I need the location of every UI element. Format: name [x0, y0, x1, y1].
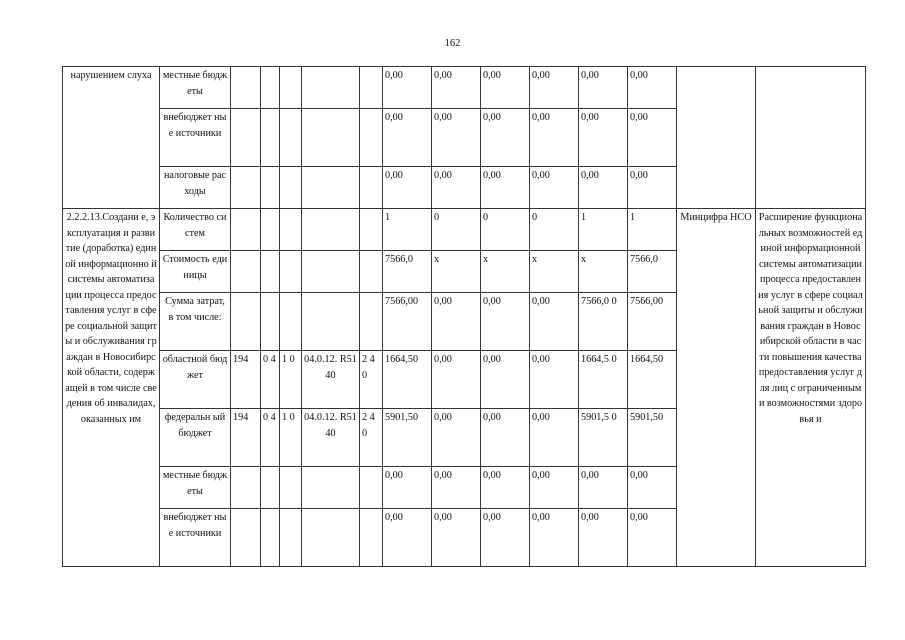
funding-source-cell: местные бюджеты [160, 467, 231, 509]
value-cell: 0,00 [383, 509, 432, 567]
funding-source-cell: местные бюджеты [160, 67, 231, 109]
expense-type-code-cell [360, 293, 383, 351]
table-row [63, 209, 866, 251]
value-cell: 0,00 [628, 109, 677, 167]
section-code-cell [261, 251, 280, 293]
subsection-code-cell [280, 293, 302, 351]
grbs-code-cell: 194 [231, 409, 261, 467]
subsection-code-cell [280, 209, 302, 251]
value-cell: 0 [481, 209, 530, 251]
value-cell: 1664,50 [628, 351, 677, 409]
value-cell: 0 [432, 209, 481, 251]
expense-type-code-cell [360, 209, 383, 251]
section-code-cell [261, 209, 280, 251]
value-cell: 5901,50 [628, 409, 677, 467]
value-cell: 0,00 [432, 409, 481, 467]
value-cell: 1 [383, 209, 432, 251]
page-number: 162 [444, 38, 461, 49]
value-cell: 7566,00 [628, 293, 677, 351]
target-article-code-cell [302, 467, 360, 509]
value-cell: 0,00 [530, 351, 579, 409]
value-cell: х [481, 251, 530, 293]
value-cell: 0,00 [383, 467, 432, 509]
section-code-cell [261, 109, 280, 167]
value-cell: 0,00 [530, 467, 579, 509]
expense-type-code-cell [360, 509, 383, 567]
value-cell: х [432, 251, 481, 293]
value-cell: 0,00 [579, 467, 628, 509]
subsection-code-cell [280, 167, 302, 209]
target-article-code-cell [302, 293, 360, 351]
value-cell: 0,00 [579, 167, 628, 209]
event-name-cell: 2.2.2.13.Создани е, эксплуатация и развитие (доработка) единой информационно й системы автоматизации процесса предоставления услуг в сфере социальной защиты и обслуживания граждан в Новосибирской области, содержащей в том числе сведения об инвалидах, оказанных им [63, 209, 160, 567]
value-cell: 0,00 [383, 167, 432, 209]
value-cell: 0,00 [481, 467, 530, 509]
value-cell: 0,00 [383, 109, 432, 167]
target-article-code-cell [302, 209, 360, 251]
value-cell: 0,00 [383, 67, 432, 109]
expense-type-code-cell [360, 167, 383, 209]
grbs-code-cell [231, 467, 261, 509]
grbs-code-cell: 194 [231, 351, 261, 409]
grbs-code-cell [231, 251, 261, 293]
subsection-code-cell [280, 509, 302, 567]
value-cell: 0,00 [530, 293, 579, 351]
value-cell: 7566,0 [383, 251, 432, 293]
target-article-code-cell [302, 109, 360, 167]
expected-result-cell [756, 67, 866, 209]
grbs-code-cell [231, 109, 261, 167]
value-cell: 7566,00 [383, 293, 432, 351]
value-cell: 0,00 [579, 509, 628, 567]
subsection-code-cell [280, 467, 302, 509]
value-cell: 0,00 [628, 467, 677, 509]
value-cell: 0,00 [432, 509, 481, 567]
value-cell: 1 [579, 209, 628, 251]
section-code-cell: 0 4 [261, 351, 280, 409]
subsection-code-cell [280, 251, 302, 293]
grbs-code-cell [231, 209, 261, 251]
section-code-cell [261, 67, 280, 109]
value-cell: 7566,0 0 [579, 293, 628, 351]
value-cell: 0,00 [481, 109, 530, 167]
value-cell: 7566,0 [628, 251, 677, 293]
target-article-code-cell [302, 167, 360, 209]
value-cell: 0,00 [432, 67, 481, 109]
value-cell: 0,00 [481, 409, 530, 467]
value-cell: 0,00 [481, 67, 530, 109]
value-cell: 0 [530, 209, 579, 251]
value-cell: 0,00 [530, 509, 579, 567]
section-code-cell [261, 167, 280, 209]
value-cell: 0,00 [628, 167, 677, 209]
grbs-code-cell [231, 67, 261, 109]
expected-result-cell: Расширение функциональных возможностей единой информационной системы автоматизации процесса предоставления услуг в сфере социальной защиты и обслуживания граждан в Новосибирской области в части повышения качества предоставления услуг для лиц с ограниченными возможностями здоровья и [756, 209, 866, 567]
section-code-cell: 0 4 [261, 409, 280, 467]
value-cell: 0,00 [530, 109, 579, 167]
value-cell: 0,00 [530, 167, 579, 209]
target-article-code-cell: 04.0.12. R5140 [302, 409, 360, 467]
grbs-code-cell [231, 167, 261, 209]
expense-type-code-cell [360, 67, 383, 109]
funding-source-cell: внебюджет ные источники [160, 509, 231, 567]
funding-source-cell: Сумма затрат, в том числе: [160, 293, 231, 351]
value-cell: 0,00 [432, 467, 481, 509]
funding-source-cell: внебюджет ные источники [160, 109, 231, 167]
expense-type-code-cell: 2 4 0 [360, 351, 383, 409]
expense-type-code-cell [360, 467, 383, 509]
subsection-code-cell [280, 67, 302, 109]
table-row [63, 67, 866, 109]
value-cell: 0,00 [432, 167, 481, 209]
subsection-code-cell: 1 0 [280, 409, 302, 467]
value-cell: 5901,50 [383, 409, 432, 467]
funding-source-cell: Стоимость единицы [160, 251, 231, 293]
value-cell: 1 [628, 209, 677, 251]
value-cell: 0,00 [530, 409, 579, 467]
executor-cell: Минцифра НСО [677, 209, 756, 567]
value-cell: 0,00 [432, 109, 481, 167]
funding-source-cell: федеральн ый бюджет [160, 409, 231, 467]
expense-type-code-cell: 2 4 0 [360, 409, 383, 467]
value-cell: 0,00 [432, 293, 481, 351]
value-cell: 0,00 [579, 67, 628, 109]
executor-cell [677, 67, 756, 209]
value-cell: х [579, 251, 628, 293]
value-cell: 0,00 [481, 509, 530, 567]
funding-source-cell: Количество систем [160, 209, 231, 251]
value-cell: 0,00 [628, 509, 677, 567]
value-cell: 0,00 [481, 293, 530, 351]
target-article-code-cell [302, 509, 360, 567]
grbs-code-cell [231, 509, 261, 567]
section-code-cell [261, 467, 280, 509]
value-cell: 1664,5 0 [579, 351, 628, 409]
section-code-cell [261, 509, 280, 567]
value-cell: 0,00 [628, 67, 677, 109]
target-article-code-cell [302, 251, 360, 293]
value-cell: 0,00 [432, 351, 481, 409]
value-cell: 5901,5 0 [579, 409, 628, 467]
value-cell: 0,00 [481, 351, 530, 409]
section-code-cell [261, 293, 280, 351]
target-article-code-cell [302, 67, 360, 109]
expense-type-code-cell [360, 109, 383, 167]
value-cell: 1664,50 [383, 351, 432, 409]
funding-source-cell: налоговые расходы [160, 167, 231, 209]
event-name-cell: нарушением слуха [63, 67, 160, 209]
funding-source-cell: областной бюджет [160, 351, 231, 409]
grbs-code-cell [231, 293, 261, 351]
value-cell: 0,00 [579, 109, 628, 167]
expense-type-code-cell [360, 251, 383, 293]
value-cell: 0,00 [530, 67, 579, 109]
target-article-code-cell: 04.0.12. R5140 [302, 351, 360, 409]
value-cell: х [530, 251, 579, 293]
subsection-code-cell: 1 0 [280, 351, 302, 409]
value-cell: 0,00 [481, 167, 530, 209]
subsection-code-cell [280, 109, 302, 167]
budget-table [62, 66, 866, 567]
